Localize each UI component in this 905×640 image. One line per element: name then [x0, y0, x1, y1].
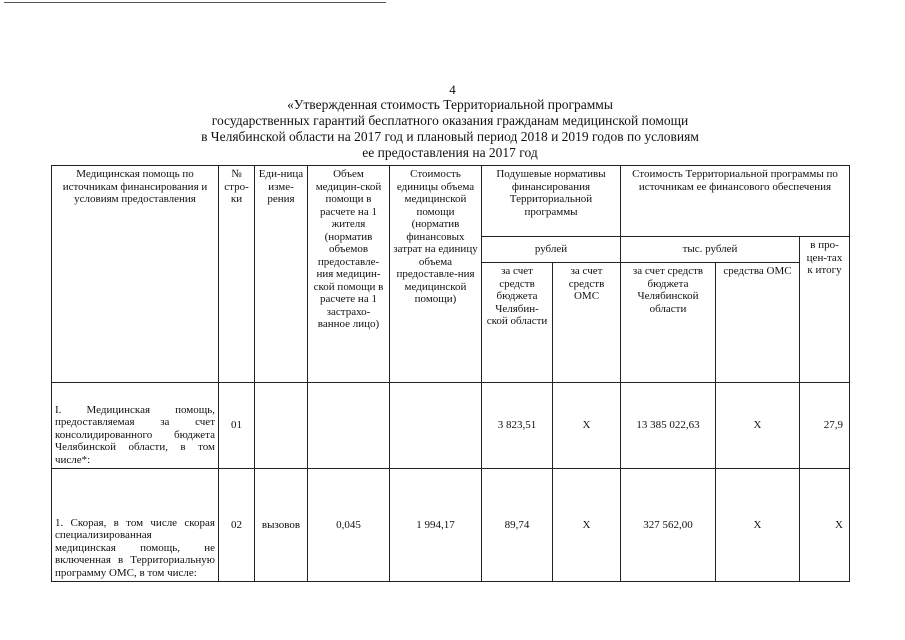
row-line: 02 — [219, 469, 255, 582]
row-percent: 27,9 — [800, 383, 850, 469]
document-title — [120, 97, 780, 161]
header-rubles: рублей — [482, 237, 621, 263]
header-line-number: № стро-ки — [219, 166, 255, 383]
header-oms-cost: средства ОМС — [716, 263, 800, 383]
row-name: I. Медицинская помощь, предоставляемая за счет консолидированного бюджета Челябинской области, в том числе*: — [52, 383, 219, 469]
header-oms-norm: за счет средств ОМС — [553, 263, 621, 383]
row-volume — [308, 383, 390, 469]
table-row — [52, 469, 850, 582]
header-per-capita-norms: Подушевые нормативы финансирования Территориальной программы — [482, 166, 621, 237]
row-budget-cost: 13 385 022,63 — [621, 383, 716, 469]
header-volume: Объем медицин-ской помощи в расчете на 1 жителя (норматив объемов предоставле-ния медицин-ской помощи в расчете на 1 застрахо-ванное лицо) — [308, 166, 390, 383]
row-volume: 0,045 — [308, 469, 390, 582]
row-percent: X — [800, 469, 850, 582]
header-unit: Еди-ница изме-рения — [255, 166, 308, 383]
row-name: 1. Скорая, в том числе скорая специализированная медицинская помощь, не включенная в Территориальную программу ОМС, в том числе: — [52, 469, 219, 582]
row-oms-cost: X — [716, 383, 800, 469]
page-number: 4 — [449, 82, 456, 97]
header-budget-cost: за счет средств бюджета Челябинской области — [621, 263, 716, 383]
row-unit: вызовов — [255, 469, 308, 582]
title-line-1: «Утвержденная стоимость Территориальной программы — [287, 97, 613, 112]
top-rule — [4, 2, 386, 3]
row-unit — [255, 383, 308, 469]
header-thousand-rubles: тыс. рублей — [621, 237, 800, 263]
header-percent: в про-цен-тах к итогу — [800, 237, 850, 383]
row-unit-cost: 1 994,17 — [390, 469, 482, 582]
header-budget-norm: за счет средств бюджета Челябин-ской области — [482, 263, 553, 383]
row-oms-cost: X — [716, 469, 800, 582]
header-care-type: Медицинская помощь по источникам финансирования и условиям предоставления — [52, 166, 219, 383]
row-budget-cost: 327 562,00 — [621, 469, 716, 582]
header-unit-cost: Стоимость единицы объема медицинской помощи (норматив финансовых затрат на единицу объема предоставле-ния медицинской помощи) — [390, 166, 482, 383]
row-budget-norm: 89,74 — [482, 469, 553, 582]
title-line-2: государственных гарантий бесплатного оказания гражданам медицинской помощи — [211, 113, 689, 128]
title-line-4: ее предоставления на 2017 год — [362, 145, 538, 160]
row-oms-norm: X — [553, 469, 621, 582]
cost-table — [51, 165, 850, 582]
row-budget-norm: 3 823,51 — [482, 383, 553, 469]
row-unit-cost — [390, 383, 482, 469]
row-oms-norm: X — [553, 383, 621, 469]
table-row — [52, 383, 850, 469]
title-line-3: в Челябинской области на 2017 год и плановый период 2018 и 2019 годов по условиям — [201, 129, 699, 144]
header-program-cost: Стоимость Территориальной программы по источникам ее финансового обеспечения — [621, 166, 850, 237]
row-line: 01 — [219, 383, 255, 469]
